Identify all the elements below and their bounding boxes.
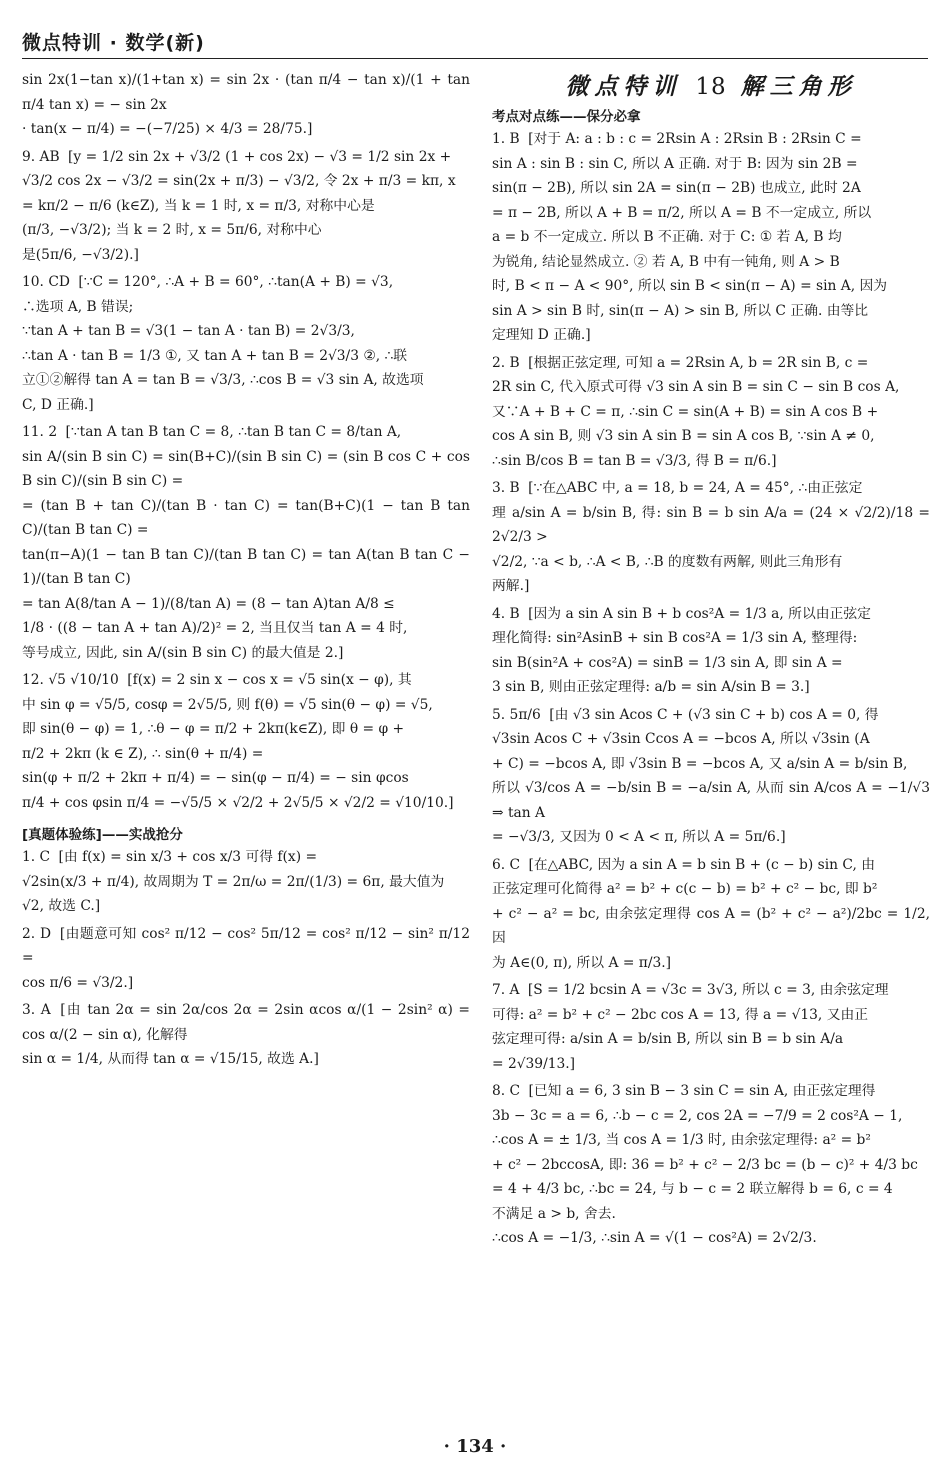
answer-line: [由题意可知 cos² π/12 − cos² 5π/12 = cos² π/12 − sin² π/12 = <box>22 925 470 966</box>
answer-label: 8. C <box>492 1083 521 1099</box>
answer-line: [根据正弦定理, 可知 a = 2Rsin A, b = 2R sin B, c = <box>528 354 869 371</box>
answer-line: 立①②解得 tan A = tan B = √3/3, ∴cos B = √3 sin A, 故选项 <box>22 372 424 388</box>
answer-label: 5. 5π/6 <box>492 706 541 723</box>
header-title: 微点特训 · 数学(新) <box>22 32 205 54</box>
answer-label: 6. C <box>492 856 521 873</box>
answer-item-r4 <box>492 602 930 700</box>
answer-line: 中 sin φ = √5/5, cosφ = 2√5/5, 则 f(θ) = √5 sin(θ − φ) = √5, <box>22 696 433 713</box>
answer-line: = kπ/2 − π/6 (k∈Z), 当 k = 1 时, x = π/3, 对称中心是 <box>22 197 375 214</box>
answer-line: [∵在△ABC 中, a = 18, b = 24, A = 45°, ∴由正弦定 <box>528 480 863 496</box>
answer-line: = (tan B + tan C)/(tan B · tan C) = tan(B+C)(1 − tan B tan C)/(tan B tan C) = <box>22 497 470 538</box>
answer-line: sin(π − 2B), 所以 sin 2A = sin(π − 2B) 也成立, 此时 2A <box>492 180 861 196</box>
answer-line: 所以 √3/cos A = −b/sin B = −a/sin A, 从而 sin A/cos A = −1/√3 ⇒ tan A <box>492 780 930 821</box>
answer-label: 3. A <box>22 1002 51 1018</box>
answer-line: sin A/(sin B sin C) = sin(B+C)/(sin B sin C) = (sin B cos C + cos B sin C)/(sin B sin C) = <box>22 448 470 489</box>
answer-line: 3 sin B, 则由正弦定理得: a/b = sin A/sin B = 3.] <box>492 679 810 695</box>
page-header <box>22 22 928 59</box>
answer-label: 7. A <box>492 982 520 998</box>
answer-label: 11. 2 <box>22 424 58 440</box>
continuation-block <box>22 68 470 142</box>
answer-line: √2sin(x/3 + π/4), 故周期为 T = 2π/ω = 2π/(1/3) = 6π, 最大值为 <box>22 873 445 890</box>
answer-line: 2R sin C, 代入原式可得 √3 sin A sin B = sin C − sin B cos A, <box>492 379 900 395</box>
answer-label: 1. B <box>492 131 520 147</box>
answer-line: 为锐角, 结论显然成立. ② 若 A, B 中有一钝角, 则 A > B <box>492 253 840 270</box>
answer-line: + C) = −bcos A, 即 √3sin B = −bcos A, 又 a/sin A = b/sin B, <box>492 755 908 772</box>
answer-line: [∵C = 120°, ∴A + B = 60°, ∴tan(A + B) = √3, <box>78 274 394 290</box>
answer-line: 弦定理可得: a/sin A = b/sin B, 所以 sin B = b sin A/a <box>492 1031 844 1047</box>
answer-line: 是(5π/6, −√3/2).] <box>22 246 139 263</box>
answer-line: √2/2, ∵a < b, ∴A < B, ∴B 的度数有两解, 则此三角形有 <box>492 553 843 570</box>
answer-item-r5 <box>492 703 930 850</box>
answer-line: 可得: a² = b² + c² − 2bc cos A = 13, 得 a = √13, 又由正 <box>492 1006 869 1023</box>
answer-line: [f(x) = 2 sin x − cos x = √5 sin(x − φ), 其 <box>127 672 412 688</box>
answer-line: 正弦定理可化简得 a² = b² + c(c − b) = b² + c² − bc, 即 b² <box>492 881 878 897</box>
answer-line: a = b 不一定成立. 所以 B 不正确. 对于 C: ① 若 A, B 均 <box>492 229 842 245</box>
section-title-prefix: 微点特训 <box>565 74 682 100</box>
answer-line: 为 A∈(0, π), 所以 A = π/3.] <box>492 954 672 971</box>
answer-line: = 4 + 4/3 bc, ∴bc = 24, 与 b − c = 2 联立解得 b = 6, c = 4 <box>492 1181 893 1197</box>
answer-line: [在△ABC, 因为 a sin A = b sin B + (c − b) sin C, 由 <box>528 856 876 873</box>
answer-label: 12. √5 √10/10 <box>22 672 119 688</box>
answer-line: [已知 a = 6, 3 sin B − 3 sin C = sin A, 由正弦定理得 <box>528 1083 876 1099</box>
answer-line: √3sin Acos C + √3sin Ccos A = −bcos A, 所以 √3sin (A <box>492 731 870 747</box>
answer-item-r6 <box>492 853 930 976</box>
answer-line: [y = 1/2 sin 2x + √3/2 (1 + cos 2x) − √3 = 1/2 sin 2x + <box>68 148 452 165</box>
continuation-line: · tan(x − π/4) = −(−7/25) × 4/3 = 28/75.] <box>22 121 313 137</box>
answer-line: 定理知 D 正确.] <box>492 327 591 343</box>
answer-line: ∵tan A + tan B = √3(1 − tan A · tan B) = 2√3/3, <box>22 323 355 339</box>
answer-line: √3/2 cos 2x − √3/2 = sin(2x + π/3) − √3/2, 令 2x + π/3 = kπ, x <box>22 173 456 189</box>
answer-line: ∴sin B/cos B = tan B = √3/3, 得 B = π/6.] <box>492 452 777 469</box>
answer-item-r1 <box>492 127 930 348</box>
answer-line: sin A : sin B : sin C, 所以 A 正确. 对于 B: 因为 sin 2B = <box>492 155 858 172</box>
answer-line: 等号成立, 因此, sin A/(sin B sin C) 的最大值是 2.] <box>22 644 344 661</box>
answer-line: 3b − 3c = a = 6, ∴b − c = 2, cos 2A = −7/9 = 2 cos²A − 1, <box>492 1107 903 1124</box>
answer-label: 9. AB <box>22 148 60 165</box>
answer-line: cos A sin B, 则 √3 sin A sin B = sin A cos B, ∵sin A ≠ 0, <box>492 428 875 444</box>
answer-line: C, D 正确.] <box>22 396 94 413</box>
right-column <box>492 68 930 1428</box>
answer-item-12 <box>22 668 470 815</box>
answer-line: [由 tan 2α = sin 2α/cos 2α = 2sin αcos α/(1 − 2sin² α) = cos α/(2 − sin α), 化解得 <box>22 1002 470 1043</box>
answer-line: [由 f(x) = sin x/3 + cos x/3 可得 f(x) = <box>58 849 318 865</box>
left-column <box>22 68 470 1428</box>
answer-line: ∴cos A = −1/3, ∴sin A = √(1 − cos²A) = 2√2/3. <box>492 1230 817 1246</box>
answer-item-10 <box>22 270 470 417</box>
answer-line: 理 a/sin A = b/sin B, 得: sin B = b sin A/a = (24 × √2/2)/18 = 2√2/3 > <box>492 504 930 545</box>
section-title-suffix: 解三角形 <box>740 74 857 100</box>
answer-label: 3. B <box>492 480 520 496</box>
page-number: · 134 · <box>443 1436 507 1457</box>
answer-line: sin A > sin B 时, sin(π − A) > sin B, 所以 C 正确. 由等比 <box>492 302 869 319</box>
answer-line: [因为 a sin A sin B + b cos²A = 1/3 a, 所以由正弦定 <box>528 605 871 622</box>
answer-line: [由 √3 sin Acos C + (√3 sin C + b) cos A = 0, 得 <box>549 706 879 723</box>
answer-label: 2. D <box>22 925 52 942</box>
answer-line: ∴tan A · tan B = 1/3 ①, 又 tan A + tan B = 2√3/3 ②, ∴联 <box>22 347 408 364</box>
section-title <box>492 68 930 101</box>
answer-line: √2, 故选 C.] <box>22 898 101 914</box>
answer-line: sin(φ + π/2 + 2kπ + π/4) = − sin(φ − π/4) = − sin φcos <box>22 770 409 786</box>
answer-label: 2. B <box>492 354 520 371</box>
answer-line: = π − 2B, 所以 A + B = π/2, 所以 A = B 不一定成立, 所以 <box>492 204 872 221</box>
answer-item-r3 <box>492 476 930 599</box>
answer-line: tan(π−A)(1 − tan B tan C)/(tan B tan C) = tan A(tan B tan C − 1)/(tan B tan C) <box>22 546 470 587</box>
answer-line: ∴cos A = ± 1/3, 当 cos A = 1/3 时, 由余弦定理得: a² = b² <box>492 1132 871 1148</box>
section-subheading: [真题体验练]——实战抢分 <box>22 827 183 843</box>
answer-line: π/4 + cos φsin π/4 = −√5/5 × √2/2 + 2√5/5 × √2/2 = √10/10.] <box>22 794 454 811</box>
answer-line: = 2√39/13.] <box>492 1055 576 1072</box>
answer-line: (π/3, −√3/2); 当 k = 2 时, x = 5π/6, 对称中心 <box>22 222 322 238</box>
answer-line: cos π/6 = √3/2.] <box>22 974 134 991</box>
answer-line: + c² − 2bccosA, 即: 36 = b² + c² − 2/3 bc = (b − c)² + 4/3 bc <box>492 1156 918 1173</box>
answer-line: 两解.] <box>492 578 530 594</box>
answer-line: = −√3/3, 又因为 0 < A < π, 所以 A = 5π/6.] <box>492 829 786 845</box>
answer-line: sin α = 1/4, 从而得 tan α = √15/15, 故选 A.] <box>22 1051 319 1067</box>
answer-line: 1/8 · ((8 − tan A + tan A)/2)² = 2, 当且仅当 tan A = 4 时, <box>22 620 408 636</box>
answer-label: 1. C <box>22 849 51 865</box>
answer-line: ∴选项 A, B 错误; <box>22 298 134 315</box>
answer-label: 4. B <box>492 605 520 622</box>
answer-line: + c² − a² = bc, 由余弦定理得 cos A = (b² + c² − a²)/2bc = 1/2, 因 <box>492 905 930 946</box>
answer-item-r8 <box>492 1079 930 1251</box>
answer-item-11 <box>22 420 470 665</box>
answer-line: 不满足 a > b, 舍去. <box>492 1205 616 1222</box>
answer-line: π/2 + 2kπ (k ∈ Z), ∴ sin(θ + π/4) = <box>22 745 264 762</box>
continuation-line: sin 2x(1−tan x)/(1+tan x) = sin 2x · (tan π/4 − tan x)/(1 + tan π/4 tan x) = − sin 2x <box>22 72 470 113</box>
answer-line: = tan A(8/tan A − 1)/(8/tan A) = (8 − tan A)tan A/8 ≤ <box>22 595 395 612</box>
answer-line: 时, B < π − A < 90°, 所以 sin B < sin(π − A) = sin A, 因为 <box>492 278 888 294</box>
answer-line: [S = 1/2 bcsin A = √3c = 3√3, 所以 c = 3, 由余弦定理 <box>527 982 889 998</box>
section-subheading: 考点对点练——保分必拿 <box>492 109 641 125</box>
answer-line: 理化简得: sin²AsinB + sin B cos²A = 1/3 sin A, 整理得: <box>492 630 858 646</box>
answer-line: 即 sin(θ − φ) = 1, ∴θ − φ = π/2 + 2kπ(k∈Z), 即 θ = φ + <box>22 721 405 737</box>
answer-item-9 <box>22 145 470 268</box>
answer-item-r7 <box>492 978 930 1076</box>
answer-label: 10. CD <box>22 274 70 290</box>
exam-item-1 <box>22 845 470 919</box>
answer-line: 又∵A + B + C = π, ∴sin C = sin(A + B) = sin A cos B + <box>492 403 879 420</box>
section-number: 18 <box>695 74 727 100</box>
answer-line: [∵tan A tan B tan C = 8, ∴tan B tan C = 8/tan A, <box>65 424 402 440</box>
exam-item-3 <box>22 998 470 1072</box>
exam-item-2 <box>22 922 470 996</box>
answer-line: sin B(sin²A + cos²A) = sinB = 1/3 sin A, 即 sin A = <box>492 654 843 671</box>
answer-item-r2 <box>492 351 930 474</box>
answer-line: [对于 A: a : b : c = 2Rsin A : 2Rsin B : 2Rsin C = <box>528 131 862 147</box>
